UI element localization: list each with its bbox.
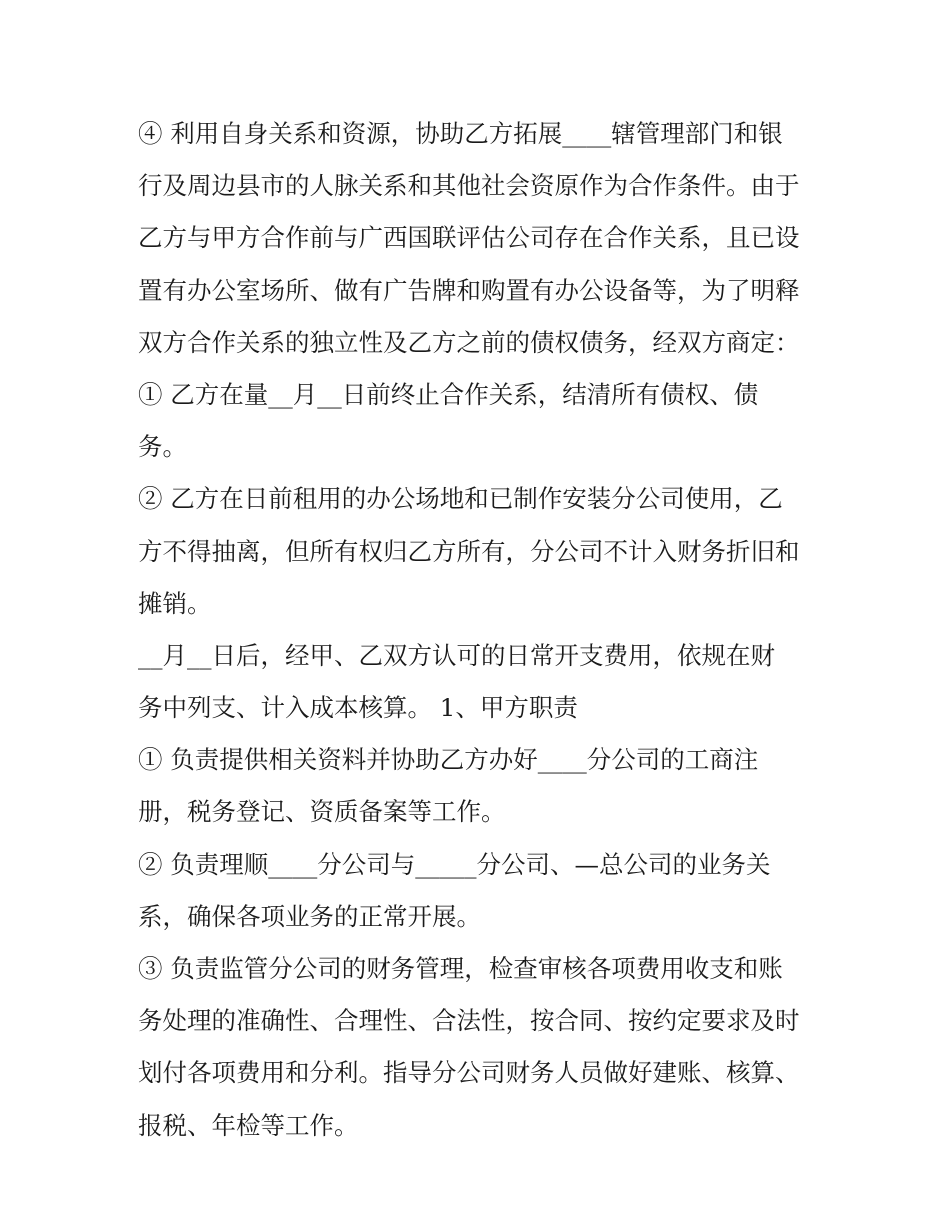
text-line: 行及周边县市的人脉关系和其他社会资原作为合作条件。由于 — [138, 171, 800, 201]
text-line: 乙方与甲方合作前与广西国联评估公司存在合作关系，且已设 — [138, 223, 800, 253]
text-line: 务。 — [138, 432, 187, 462]
text-line: 务中列支、计入成本核算。 1、甲方职责 — [138, 693, 578, 723]
text-line: 册，税务登记、资质备案等工作。 — [138, 797, 506, 827]
text-line: 报税、年检等工作。 — [138, 1110, 359, 1140]
text-line: ② 负责理顺____分公司与_____分公司、—总公司的业务关 — [138, 849, 771, 879]
text-line: 方不得抽离，但所有权归乙方所有，分公司不计入财务折旧和 — [138, 536, 800, 566]
text-line: 系，确保各项业务的正常开展。 — [138, 901, 481, 931]
text-line: ③ 负责监管分公司的财务管理，检查审核各项费用收支和账 — [138, 954, 783, 983]
document-body — [138, 108, 818, 1152]
text-line: 双方合作关系的独立性及乙方之前的债权债务，经双方商定： — [138, 327, 800, 357]
text-line: ① 乙方在量__月__日前终止合作关系，结清所有债权、债 — [138, 379, 759, 409]
text-line: 划付各项费用和分利。指导分公司财务人员做好建账、核算、 — [138, 1058, 800, 1088]
text-line: 摊销。 — [138, 588, 212, 618]
text-line: __月__日后，经甲、乙双方认可的日常开支费用，依规在财 — [138, 640, 775, 670]
text-line: ① 负责提供相关资料并协助乙方办好____分公司的工商注 — [138, 745, 759, 775]
text-line: ④ 利用自身关系和资源，协助乙方拓展____辖管理部门和银 — [138, 119, 783, 148]
text-line: 置有办公室场所、做有广告牌和购置有办公设备等，为了明释 — [138, 275, 800, 305]
text-line: ② 乙方在日前租用的办公场地和已制作安装分公司使用，乙 — [138, 484, 783, 514]
text-line: 务处理的准确性、合理性、合法性，按合同、按约定要求及时 — [138, 1006, 800, 1036]
